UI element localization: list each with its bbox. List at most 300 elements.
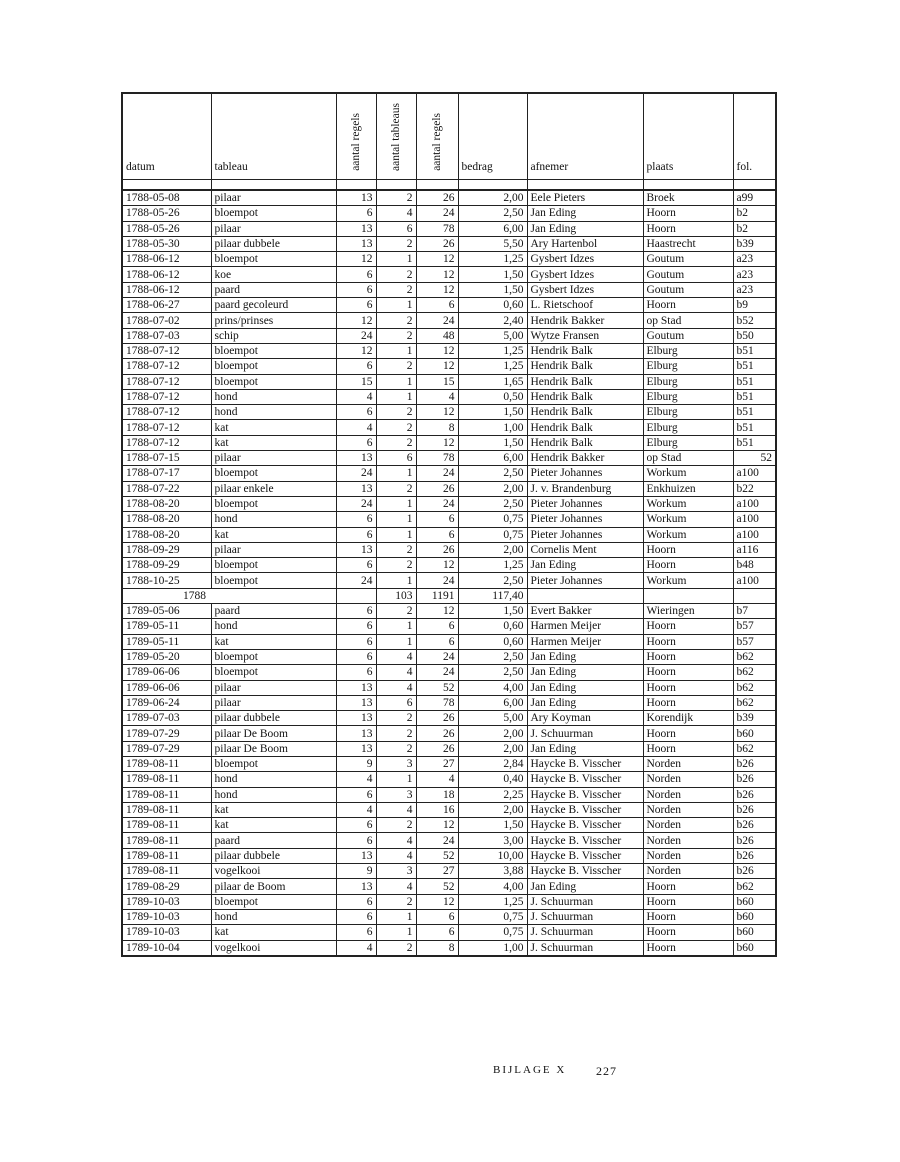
cell-aantal-regels-total: 48: [416, 328, 458, 343]
cell-fol: b50: [733, 328, 776, 343]
cell-datum: 1789-05-06: [122, 604, 211, 619]
cell-datum: 1789-05-11: [122, 619, 211, 634]
cell-aantal-tableaus: 1: [376, 573, 416, 588]
cell-bedrag: 3,88: [458, 864, 527, 879]
cell-plaats: Goutum: [643, 252, 733, 267]
cell-aantal-regels-total: 6: [416, 909, 458, 924]
cell-fol: 52: [733, 451, 776, 466]
cell-aantal-regels: 13: [336, 221, 376, 236]
cell-plaats: Hoorn: [643, 649, 733, 664]
cell-bedrag: 1,50: [458, 604, 527, 619]
cell-aantal-regels: 13: [336, 879, 376, 894]
cell-tableau: hond: [211, 787, 336, 802]
cell-datum: 1788-07-12: [122, 420, 211, 435]
cell-aantal-regels-total: 16: [416, 802, 458, 817]
cell-bedrag: 2,50: [458, 573, 527, 588]
cell-afnemer: Cornelis Ment: [527, 542, 643, 557]
cell-afnemer: Jan Eding: [527, 741, 643, 756]
cell-tableau: bloempot: [211, 343, 336, 358]
cell-plaats: Workum: [643, 527, 733, 542]
cell-plaats: Hoorn: [643, 940, 733, 956]
cell-aantal-tableaus: 1: [376, 909, 416, 924]
cell-datum: 1788-07-02: [122, 313, 211, 328]
cell-aantal-regels-total: 6: [416, 619, 458, 634]
cell-bedrag: 0,60: [458, 619, 527, 634]
cell-afnemer: Hendrik Balk: [527, 435, 643, 450]
cell-bedrag: 2,40: [458, 313, 527, 328]
cell-aantal-regels: 24: [336, 328, 376, 343]
cell-bedrag: 0,50: [458, 389, 527, 404]
cell-tableau: bloempot: [211, 665, 336, 680]
cell-plaats: Hoorn: [643, 695, 733, 710]
cell-aantal-regels: 6: [336, 909, 376, 924]
cell-plaats: Hoorn: [643, 558, 733, 573]
cell-aantal-regels: 4: [336, 420, 376, 435]
cell-datum: 1788-08-20: [122, 496, 211, 511]
cell-afnemer: Gysbert Idzes: [527, 267, 643, 282]
cell-aantal-regels: 6: [336, 818, 376, 833]
cell-plaats: op Stad: [643, 313, 733, 328]
cell-bedrag: 1,25: [458, 252, 527, 267]
cell-afnemer: Jan Eding: [527, 695, 643, 710]
header-tableau: tableau: [211, 93, 336, 180]
cell-plaats: Hoorn: [643, 665, 733, 680]
table-row: [122, 466, 776, 481]
cell-tableau: kat: [211, 634, 336, 649]
cell-bedrag: 1,00: [458, 420, 527, 435]
header-bedrag: bedrag: [458, 93, 527, 180]
cell-afnemer: Hendrik Balk: [527, 343, 643, 358]
cell-aantal-tableaus: 2: [376, 711, 416, 726]
cell-tableau: bloempot: [211, 558, 336, 573]
cell-tableau: kat: [211, 527, 336, 542]
cell-aantal-tableaus: 4: [376, 802, 416, 817]
subtotal-year: 1788: [122, 588, 336, 603]
cell-fol: b60: [733, 940, 776, 956]
cell-afnemer: Pieter Johannes: [527, 573, 643, 588]
cell-datum: 1789-08-11: [122, 756, 211, 771]
cell-fol: b26: [733, 756, 776, 771]
cell-afnemer: Pieter Johannes: [527, 512, 643, 527]
cell-bedrag: 2,84: [458, 756, 527, 771]
cell-afnemer: Haycke B. Visscher: [527, 772, 643, 787]
cell-tableau: kat: [211, 818, 336, 833]
cell-aantal-regels-total: 24: [416, 466, 458, 481]
cell-plaats: Korendijk: [643, 711, 733, 726]
cell-aantal-regels: 6: [336, 359, 376, 374]
header-aantal-regels-total: aantal regels: [416, 93, 458, 180]
cell-aantal-regels: 6: [336, 619, 376, 634]
table-row: [122, 558, 776, 573]
cell-afnemer: Jan Eding: [527, 221, 643, 236]
cell-bedrag: 5,00: [458, 328, 527, 343]
cell-plaats: Hoorn: [643, 221, 733, 236]
table-row: [122, 772, 776, 787]
cell-plaats: Norden: [643, 848, 733, 863]
cell-afnemer: Ary Hartenbol: [527, 236, 643, 251]
cell-plaats: Hoorn: [643, 726, 733, 741]
cell-aantal-regels: 6: [336, 206, 376, 221]
cell-plaats: Workum: [643, 466, 733, 481]
cell-bedrag: 1,50: [458, 435, 527, 450]
cell-bedrag: 0,40: [458, 772, 527, 787]
cell-aantal-regels-total: 12: [416, 558, 458, 573]
cell-aantal-tableaus: 1: [376, 496, 416, 511]
cell-datum: 1789-08-11: [122, 848, 211, 863]
table-row: [122, 665, 776, 680]
cell-datum: 1788-09-29: [122, 542, 211, 557]
cell-fol: b51: [733, 435, 776, 450]
cell-afnemer: Hendrik Bakker: [527, 451, 643, 466]
cell-bedrag: 0,75: [458, 527, 527, 542]
cell-datum: 1788-07-12: [122, 389, 211, 404]
table-row: [122, 451, 776, 466]
cell-fol: a99: [733, 190, 776, 206]
cell-aantal-regels-total: 12: [416, 282, 458, 297]
cell-afnemer: Haycke B. Visscher: [527, 756, 643, 771]
cell-aantal-regels-total: 78: [416, 221, 458, 236]
table-row: [122, 190, 776, 206]
cell-tableau: kat: [211, 925, 336, 940]
cell-fol: b48: [733, 558, 776, 573]
cell-fol: b51: [733, 343, 776, 358]
cell-datum: 1789-08-11: [122, 864, 211, 879]
table-row: [122, 741, 776, 756]
cell-bedrag: 0,75: [458, 512, 527, 527]
cell-plaats: Workum: [643, 573, 733, 588]
cell-datum: 1788-05-26: [122, 206, 211, 221]
cell-bedrag: 0,75: [458, 925, 527, 940]
cell-plaats: Workum: [643, 512, 733, 527]
cell-afnemer: J. v. Brandenburg: [527, 481, 643, 496]
cell-datum: 1789-06-06: [122, 680, 211, 695]
cell-aantal-tableaus: 4: [376, 649, 416, 664]
cell-aantal-regels: 13: [336, 236, 376, 251]
cell-datum: 1788-10-25: [122, 573, 211, 588]
cell-datum: 1788-07-12: [122, 359, 211, 374]
cell-aantal-regels: 13: [336, 741, 376, 756]
cell-aantal-tableaus: 1: [376, 634, 416, 649]
cell-fol: b60: [733, 894, 776, 909]
cell-aantal-regels-total: 26: [416, 726, 458, 741]
cell-aantal-tableaus: 1: [376, 298, 416, 313]
cell-aantal-regels: 6: [336, 649, 376, 664]
cell-afnemer: Hendrik Balk: [527, 420, 643, 435]
cell-tableau: hond: [211, 909, 336, 924]
cell-fol: b26: [733, 818, 776, 833]
cell-tableau: bloempot: [211, 756, 336, 771]
cell-datum: 1788-07-03: [122, 328, 211, 343]
cell-fol: b2: [733, 221, 776, 236]
cell-aantal-tableaus: 1: [376, 619, 416, 634]
cell-afnemer: Gysbert Idzes: [527, 252, 643, 267]
cell-aantal-tableaus: 1: [376, 252, 416, 267]
cell-plaats: Norden: [643, 818, 733, 833]
table-row: [122, 313, 776, 328]
cell-aantal-tableaus: 2: [376, 726, 416, 741]
cell-datum: 1789-08-11: [122, 772, 211, 787]
cell-datum: 1788-08-20: [122, 527, 211, 542]
cell-datum: 1789-06-06: [122, 665, 211, 680]
cell-plaats: Goutum: [643, 282, 733, 297]
page-number: 227: [596, 1064, 617, 1078]
cell-bedrag: 2,00: [458, 741, 527, 756]
cell-aantal-tableaus: 2: [376, 359, 416, 374]
cell-fol: a116: [733, 542, 776, 557]
header-aantal-regels: aantal regels: [336, 93, 376, 180]
cell-bedrag: 2,00: [458, 802, 527, 817]
cell-afnemer: Hendrik Balk: [527, 405, 643, 420]
cell-fol: b26: [733, 864, 776, 879]
cell-aantal-tableaus: 3: [376, 864, 416, 879]
table-row: [122, 282, 776, 297]
cell-tableau: koe: [211, 267, 336, 282]
cell-bedrag: 0,75: [458, 909, 527, 924]
cell-datum: 1789-05-11: [122, 634, 211, 649]
cell-plaats: Enkhuizen: [643, 481, 733, 496]
table-row: [122, 879, 776, 894]
table-row: [122, 267, 776, 282]
cell-afnemer: L. Rietschoof: [527, 298, 643, 313]
cell-aantal-regels-total: 12: [416, 894, 458, 909]
cell-aantal-regels-total: 27: [416, 864, 458, 879]
cell-afnemer: Haycke B. Visscher: [527, 802, 643, 817]
cell-afnemer: Jan Eding: [527, 665, 643, 680]
cell-fol: b51: [733, 389, 776, 404]
cell-aantal-tableaus: 4: [376, 848, 416, 863]
cell-bedrag: 2,50: [458, 206, 527, 221]
cell-aantal-tableaus: 2: [376, 405, 416, 420]
cell-aantal-regels-total: 52: [416, 680, 458, 695]
cell-aantal-regels: 9: [336, 756, 376, 771]
cell-fol: b26: [733, 848, 776, 863]
cell-bedrag: 0,60: [458, 634, 527, 649]
cell-tableau: pilaar De Boom: [211, 741, 336, 756]
cell-tableau: hond: [211, 772, 336, 787]
cell-aantal-regels: 13: [336, 451, 376, 466]
cell-aantal-tableaus: 4: [376, 879, 416, 894]
cell-bedrag: 2,50: [458, 496, 527, 511]
cell-aantal-tableaus: 1: [376, 343, 416, 358]
cell-fol: a100: [733, 573, 776, 588]
cell-tableau: paard: [211, 282, 336, 297]
cell-tableau: hond: [211, 389, 336, 404]
cell-fol: a100: [733, 527, 776, 542]
cell-datum: 1789-08-11: [122, 802, 211, 817]
cell-afnemer: Gysbert Idzes: [527, 282, 643, 297]
cell-datum: 1789-05-20: [122, 649, 211, 664]
table-row: [122, 374, 776, 389]
cell-aantal-regels: 6: [336, 634, 376, 649]
cell-plaats: Goutum: [643, 328, 733, 343]
cell-bedrag: 10,00: [458, 848, 527, 863]
header-aantal-tableaus: aantal tableaus: [376, 93, 416, 180]
cell-aantal-regels-total: 24: [416, 649, 458, 664]
cell-tableau: bloempot: [211, 894, 336, 909]
table-row: [122, 756, 776, 771]
cell-aantal-tableaus: 1: [376, 512, 416, 527]
table-body-1789: [122, 604, 776, 956]
cell-afnemer: Haycke B. Visscher: [527, 787, 643, 802]
table-row: [122, 389, 776, 404]
cell-afnemer: Pieter Johannes: [527, 466, 643, 481]
cell-fol: b22: [733, 481, 776, 496]
table-row: [122, 343, 776, 358]
cell-aantal-regels: 4: [336, 940, 376, 956]
cell-datum: 1788-09-29: [122, 558, 211, 573]
cell-fol: a100: [733, 466, 776, 481]
cell-aantal-tableaus: 2: [376, 313, 416, 328]
cell-aantal-tableaus: 4: [376, 680, 416, 695]
cell-bedrag: 6,00: [458, 695, 527, 710]
cell-tableau: bloempot: [211, 466, 336, 481]
cell-aantal-regels: 4: [336, 389, 376, 404]
cell-aantal-regels: 6: [336, 282, 376, 297]
cell-fol: b52: [733, 313, 776, 328]
cell-aantal-tableaus: 4: [376, 665, 416, 680]
cell-bedrag: 6,00: [458, 221, 527, 236]
cell-aantal-regels-total: 6: [416, 925, 458, 940]
cell-tableau: bloempot: [211, 573, 336, 588]
table-row: [122, 894, 776, 909]
cell-aantal-regels: 13: [336, 680, 376, 695]
cell-aantal-regels-total: 26: [416, 190, 458, 206]
cell-aantal-regels: 6: [336, 925, 376, 940]
cell-plaats: Norden: [643, 756, 733, 771]
cell-aantal-tableaus: 6: [376, 451, 416, 466]
cell-aantal-regels: 6: [336, 894, 376, 909]
cell-plaats: Norden: [643, 787, 733, 802]
cell-fol: b51: [733, 405, 776, 420]
cell-aantal-regels: 13: [336, 695, 376, 710]
table-row: [122, 711, 776, 726]
header-afnemer: afnemer: [527, 93, 643, 180]
cell-fol: a23: [733, 252, 776, 267]
cell-afnemer: Jan Eding: [527, 649, 643, 664]
cell-plaats: Workum: [643, 496, 733, 511]
cell-afnemer: Haycke B. Visscher: [527, 818, 643, 833]
cell-aantal-regels-total: 6: [416, 527, 458, 542]
cell-aantal-regels-total: 24: [416, 313, 458, 328]
table-row: [122, 695, 776, 710]
header-plaats: plaats: [643, 93, 733, 180]
cell-aantal-regels-total: 24: [416, 833, 458, 848]
cell-aantal-regels: 6: [336, 558, 376, 573]
cell-datum: 1788-07-12: [122, 374, 211, 389]
cell-tableau: vogelkooi: [211, 940, 336, 956]
table-row: [122, 435, 776, 450]
cell-aantal-regels-total: 52: [416, 879, 458, 894]
cell-aantal-tableaus: 3: [376, 787, 416, 802]
cell-afnemer: Harmen Meijer: [527, 619, 643, 634]
table-row: [122, 527, 776, 542]
cell-datum: 1788-06-12: [122, 282, 211, 297]
cell-tableau: pilaar: [211, 542, 336, 557]
cell-aantal-tableaus: 2: [376, 604, 416, 619]
cell-datum: 1788-07-12: [122, 405, 211, 420]
cell-aantal-regels-total: 6: [416, 298, 458, 313]
cell-aantal-tableaus: 6: [376, 695, 416, 710]
table-row: [122, 206, 776, 221]
cell-fol: b62: [733, 680, 776, 695]
cell-aantal-regels-total: 12: [416, 359, 458, 374]
cell-aantal-regels: 6: [336, 527, 376, 542]
cell-afnemer: Hendrik Balk: [527, 389, 643, 404]
cell-plaats: Elburg: [643, 435, 733, 450]
cell-bedrag: 1,25: [458, 894, 527, 909]
table-row: [122, 573, 776, 588]
cell-plaats: Norden: [643, 802, 733, 817]
cell-afnemer: Jan Eding: [527, 680, 643, 695]
cell-afnemer: Hendrik Balk: [527, 374, 643, 389]
cell-afnemer: Haycke B. Visscher: [527, 864, 643, 879]
cell-afnemer: Eele Pieters: [527, 190, 643, 206]
cell-aantal-regels-total: 12: [416, 604, 458, 619]
cell-aantal-regels: 15: [336, 374, 376, 389]
cell-bedrag: 2,00: [458, 481, 527, 496]
cell-bedrag: 1,50: [458, 818, 527, 833]
cell-aantal-regels: 4: [336, 772, 376, 787]
cell-aantal-regels-total: 26: [416, 236, 458, 251]
cell-tableau: prins/prinses: [211, 313, 336, 328]
cell-aantal-regels-total: 18: [416, 787, 458, 802]
cell-datum: 1789-10-03: [122, 894, 211, 909]
table-row: [122, 405, 776, 420]
cell-fol: b62: [733, 665, 776, 680]
cell-afnemer: Wytze Fransen: [527, 328, 643, 343]
table-row: [122, 818, 776, 833]
cell-aantal-regels-total: 26: [416, 741, 458, 756]
cell-bedrag: 0,60: [458, 298, 527, 313]
table-row: [122, 236, 776, 251]
cell-aantal-regels-total: 15: [416, 374, 458, 389]
cell-plaats: op Stad: [643, 451, 733, 466]
cell-plaats: Hoorn: [643, 206, 733, 221]
cell-fol: a100: [733, 512, 776, 527]
cell-aantal-tableaus: 1: [376, 527, 416, 542]
cell-bedrag: 2,50: [458, 466, 527, 481]
header-fol: fol.: [733, 93, 776, 180]
cell-aantal-tableaus: 1: [376, 374, 416, 389]
cell-datum: 1788-07-15: [122, 451, 211, 466]
cell-afnemer: J. Schuurman: [527, 940, 643, 956]
cell-fol: b9: [733, 298, 776, 313]
cell-aantal-tableaus: 2: [376, 940, 416, 956]
subtotal-regels: 1191: [416, 588, 458, 603]
table-row: [122, 512, 776, 527]
cell-afnemer: Hendrik Balk: [527, 359, 643, 374]
cell-plaats: Haastrecht: [643, 236, 733, 251]
cell-aantal-regels: 13: [336, 190, 376, 206]
cell-bedrag: 2,00: [458, 726, 527, 741]
cell-tableau: paard: [211, 604, 336, 619]
cell-datum: 1789-07-29: [122, 741, 211, 756]
cell-afnemer: J. Schuurman: [527, 909, 643, 924]
table-body-1788: [122, 190, 776, 588]
cell-aantal-tableaus: 6: [376, 221, 416, 236]
cell-bedrag: 2,25: [458, 787, 527, 802]
cell-afnemer: J. Schuurman: [527, 894, 643, 909]
cell-aantal-tableaus: 2: [376, 741, 416, 756]
cell-plaats: Hoorn: [643, 634, 733, 649]
cell-aantal-regels-total: 12: [416, 405, 458, 420]
cell-datum: 1788-06-27: [122, 298, 211, 313]
cell-fol: a23: [733, 282, 776, 297]
cell-tableau: pilaar enkele: [211, 481, 336, 496]
cell-tableau: bloempot: [211, 252, 336, 267]
cell-fol: a23: [733, 267, 776, 282]
cell-aantal-tableaus: 1: [376, 389, 416, 404]
